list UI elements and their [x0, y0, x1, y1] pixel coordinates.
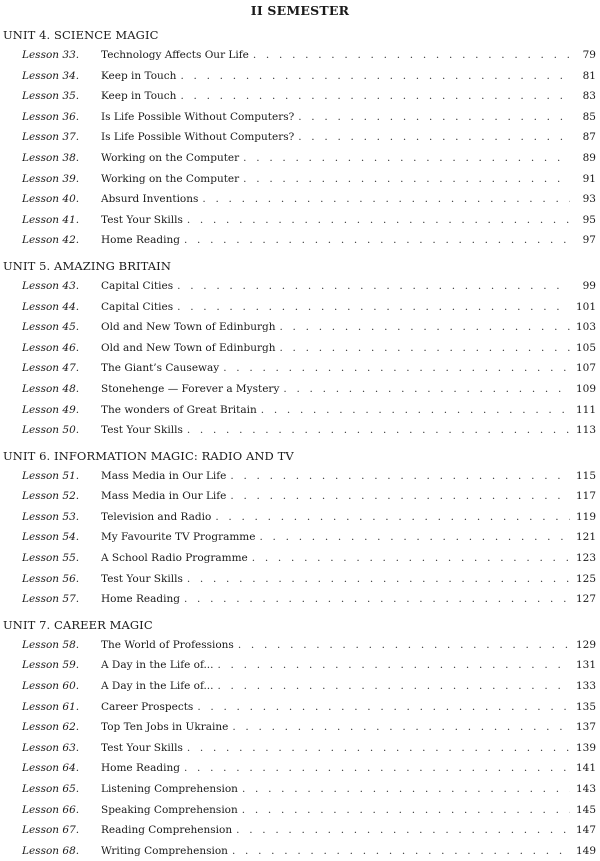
lesson-title: Stonehenge — Forever a Mystery [101, 382, 280, 395]
toc-entry[interactable] [0, 676, 600, 697]
lesson-number: 39. [62, 172, 80, 185]
lesson-word: Lesson [22, 382, 60, 395]
lesson-word: Lesson [22, 531, 60, 544]
lesson-label [22, 379, 79, 400]
lesson-title: Working on the Computer [101, 172, 240, 185]
lesson-title: The World of Professions [101, 638, 234, 651]
dot-leader [242, 779, 570, 800]
lesson-title: Technology Affects Our Life [101, 49, 249, 61]
page-number: 133 [575, 680, 596, 693]
lesson-word: Lesson [22, 741, 60, 754]
lesson-title: Test Your Skills [101, 572, 183, 585]
dot-leader [184, 758, 570, 779]
lesson-label [22, 86, 79, 107]
dot-leader [180, 86, 570, 107]
dot-leader [242, 800, 570, 821]
page-number: 135 [575, 700, 596, 713]
page-number: 119 [575, 510, 596, 523]
lesson-title: A School Radio Programme [101, 552, 248, 565]
page-number: 107 [575, 362, 596, 375]
toc-entry[interactable] [0, 148, 600, 169]
page-number: 97 [582, 234, 596, 247]
lesson-title: Keep in Touch [101, 90, 177, 103]
toc-entry[interactable] [0, 655, 600, 676]
toc-entry[interactable] [0, 635, 600, 656]
lesson-label [22, 297, 79, 318]
lesson-title: Career Prospects [101, 700, 194, 713]
lesson-number: 46. [62, 341, 80, 354]
toc-entry[interactable] [0, 210, 600, 231]
page-number: 91 [582, 172, 596, 185]
lesson-title: Test Your Skills [101, 213, 183, 226]
lesson-label [22, 189, 79, 210]
toc-entry[interactable] [0, 358, 600, 379]
lesson-word: Lesson [22, 593, 60, 606]
toc-entry[interactable] [0, 841, 600, 861]
lesson-label [22, 45, 79, 66]
lesson-number: 61. [62, 700, 80, 713]
lesson-word: Lesson [22, 151, 60, 164]
lesson-number: 67. [62, 824, 80, 837]
lesson-title: Test Your Skills [101, 741, 183, 754]
lesson-number: 36. [62, 110, 80, 123]
unit-section [0, 257, 600, 441]
toc-entry[interactable] [0, 338, 600, 359]
toc-entry[interactable] [0, 420, 600, 441]
toc-entry[interactable] [0, 758, 600, 779]
page-number: 125 [575, 572, 596, 585]
toc-entry[interactable] [0, 189, 600, 210]
lesson-number: 60. [62, 680, 80, 693]
page-number: 127 [575, 593, 596, 606]
lesson-word: Lesson [22, 279, 60, 292]
lesson-word: Lesson [22, 131, 60, 144]
unit-section [0, 26, 600, 251]
lesson-number: 58. [62, 638, 80, 651]
lesson-title: Listening Comprehension [101, 783, 238, 795]
page-number: 103 [575, 321, 596, 334]
lesson-word: Lesson [22, 824, 60, 837]
dot-leader [238, 635, 570, 656]
lesson-word: Lesson [22, 552, 60, 565]
lesson-word: Lesson [22, 403, 60, 416]
dot-leader [298, 127, 570, 148]
lesson-title: Capital Cities [101, 279, 174, 292]
lesson-title: Home Reading [101, 762, 180, 775]
lesson-label [22, 107, 79, 128]
dot-leader [202, 189, 570, 210]
lesson-label [22, 697, 79, 718]
lesson-label [22, 317, 79, 338]
toc-entry[interactable] [0, 466, 600, 487]
dot-leader [184, 589, 570, 610]
dot-leader [279, 317, 570, 338]
toc-entry[interactable] [0, 569, 600, 590]
lesson-number: 48. [62, 382, 80, 395]
lesson-label [22, 169, 79, 190]
page-number: 89 [582, 151, 596, 164]
lesson-word: Lesson [22, 490, 60, 503]
lesson-title: Home Reading [101, 593, 180, 606]
lesson-word: Lesson [22, 659, 60, 672]
lesson-word: Lesson [22, 49, 60, 61]
lesson-title: Television and Radio [101, 510, 212, 523]
page-number: 149 [575, 844, 596, 857]
lesson-number: 44. [62, 300, 80, 313]
lesson-title: Home Reading [101, 234, 180, 247]
dot-leader [243, 148, 570, 169]
lesson-number: 57. [62, 593, 80, 606]
lesson-title: A Day in the Life of... [101, 680, 214, 693]
lesson-title: Reading Comprehension [101, 824, 233, 837]
unit-title: UNIT 6. INFORMATION MAGIC: RADIO AND TV [3, 448, 294, 463]
toc-entry[interactable] [0, 400, 600, 421]
lesson-number: 55. [62, 552, 80, 565]
lesson-label [22, 569, 79, 590]
dot-leader [187, 210, 570, 231]
toc-entry[interactable] [0, 379, 600, 400]
lesson-number: 50. [62, 424, 80, 437]
toc-entry[interactable] [0, 820, 600, 841]
dot-leader [230, 466, 570, 487]
lesson-number: 45. [62, 321, 80, 334]
toc-entry[interactable] [0, 697, 600, 718]
unit-section [0, 616, 600, 861]
lesson-title: Writing Comprehension [101, 844, 228, 857]
lesson-title: Working on the Computer [101, 151, 240, 164]
lesson-title: Capital Cities [101, 300, 174, 313]
lesson-number: 37. [62, 131, 80, 144]
dot-leader [230, 486, 570, 507]
page-number: 117 [575, 490, 596, 503]
page-number: 95 [582, 213, 596, 226]
page-number: 129 [575, 638, 596, 651]
toc-entry[interactable] [0, 86, 600, 107]
toc-entry[interactable] [0, 66, 600, 87]
lesson-number: 42. [62, 234, 80, 247]
unit-title: UNIT 7. CAREER MAGIC [3, 617, 153, 632]
lesson-word: Lesson [22, 783, 60, 795]
page-number: 137 [575, 721, 596, 734]
lesson-number: 52. [62, 490, 80, 503]
lesson-label [22, 635, 79, 656]
dot-leader [187, 569, 570, 590]
toc-entry[interactable] [0, 527, 600, 548]
lesson-word: Lesson [22, 110, 60, 123]
lesson-word: Lesson [22, 700, 60, 713]
dot-leader [215, 507, 570, 528]
lesson-label [22, 589, 79, 610]
lesson-label [22, 758, 79, 779]
lesson-label [22, 276, 79, 297]
dot-leader [232, 717, 570, 738]
lesson-number: 47. [62, 362, 80, 375]
lesson-title: Old and New Town of Edinburgh [101, 321, 276, 334]
lesson-label [22, 548, 79, 569]
lesson-number: 51. [62, 469, 80, 482]
lesson-title: Mass Media in Our Life [101, 490, 227, 503]
lesson-word: Lesson [22, 803, 60, 816]
page-number: 123 [575, 552, 596, 565]
lesson-title: Speaking Comprehension [101, 803, 238, 816]
page-number: 145 [575, 803, 596, 816]
toc-entry[interactable] [0, 589, 600, 610]
page-number: 101 [575, 300, 596, 313]
lesson-number: 38. [62, 151, 80, 164]
page-number: 139 [575, 741, 596, 754]
lesson-number: 62. [62, 721, 80, 734]
toc-entry[interactable] [0, 738, 600, 759]
page-number: 87 [582, 131, 596, 144]
lesson-title: Old and New Town of Edinburgh [101, 341, 276, 354]
lesson-title: Top Ten Jobs in Ukraine [101, 721, 229, 734]
semester-heading: II SEMESTER [250, 3, 350, 18]
dot-leader [232, 841, 570, 861]
lesson-number: 34. [62, 69, 80, 82]
lesson-title: Absurd Inventions [101, 193, 199, 206]
page-number: 99 [582, 279, 596, 292]
lesson-word: Lesson [22, 234, 60, 247]
lesson-number: 59. [62, 659, 80, 672]
toc-entry[interactable] [0, 297, 600, 318]
page-number: 111 [575, 403, 596, 416]
dot-leader [223, 358, 570, 379]
lesson-label [22, 676, 79, 697]
lesson-label [22, 800, 79, 821]
lesson-label [22, 420, 79, 441]
lesson-number: 33. [62, 49, 80, 61]
unit-title: UNIT 4. SCIENCE MAGIC [3, 28, 159, 42]
dot-leader [197, 697, 570, 718]
lesson-label [22, 655, 79, 676]
page-number: 105 [575, 341, 596, 354]
lesson-label [22, 779, 79, 800]
page-number: 121 [575, 531, 596, 544]
lesson-title: Is Life Possible Without Computers? [101, 131, 295, 144]
lesson-label [22, 66, 79, 87]
dot-leader [217, 655, 570, 676]
lesson-word: Lesson [22, 213, 60, 226]
lesson-number: 65. [62, 783, 80, 795]
units-container [0, 26, 600, 861]
lesson-number: 68. [62, 844, 80, 857]
lesson-number: 64. [62, 762, 80, 775]
lesson-label [22, 717, 79, 738]
lesson-label [22, 210, 79, 231]
toc-entry[interactable] [0, 317, 600, 338]
lesson-number: 41. [62, 213, 80, 226]
lesson-label [22, 338, 79, 359]
lesson-word: Lesson [22, 90, 60, 103]
lesson-word: Lesson [22, 424, 60, 437]
lesson-word: Lesson [22, 193, 60, 206]
lesson-label [22, 230, 79, 251]
dot-leader [187, 738, 570, 759]
lesson-word: Lesson [22, 721, 60, 734]
dot-leader [283, 379, 570, 400]
lesson-number: 53. [62, 510, 80, 523]
lesson-number: 43. [62, 279, 80, 292]
lesson-number: 66. [62, 803, 80, 816]
lesson-word: Lesson [22, 638, 60, 651]
dot-leader [177, 297, 570, 318]
lesson-label [22, 841, 79, 861]
lesson-word: Lesson [22, 510, 60, 523]
lesson-title: Test Your Skills [101, 424, 183, 437]
page-number: 81 [582, 69, 596, 82]
lesson-label [22, 527, 79, 548]
lesson-word: Lesson [22, 321, 60, 334]
lesson-number: 49. [62, 403, 80, 416]
lesson-number: 63. [62, 741, 80, 754]
lesson-label [22, 148, 79, 169]
lesson-title: Is Life Possible Without Computers? [101, 110, 295, 123]
lesson-number: 54. [62, 531, 80, 544]
lesson-title: The wonders of Great Britain [101, 403, 257, 416]
page-number: 143 [575, 783, 596, 795]
lesson-label [22, 507, 79, 528]
dot-leader [279, 338, 570, 359]
toc-entry[interactable] [0, 779, 600, 800]
dot-leader [187, 420, 570, 441]
page-number: 85 [582, 110, 596, 123]
lesson-word: Lesson [22, 362, 60, 375]
dot-leader [252, 548, 570, 569]
dot-leader [180, 66, 570, 87]
page-number: 147 [575, 824, 596, 837]
toc-entry[interactable] [0, 507, 600, 528]
toc-entry[interactable] [0, 107, 600, 128]
lesson-number: 40. [62, 193, 80, 206]
lesson-title: The Giant’s Causeway [101, 362, 220, 375]
dot-leader [261, 400, 570, 421]
page-number: 109 [575, 382, 596, 395]
dot-leader [217, 676, 570, 697]
toc-entry[interactable] [0, 548, 600, 569]
lesson-word: Lesson [22, 844, 60, 857]
lesson-label [22, 738, 79, 759]
lesson-title: Mass Media in Our Life [101, 469, 227, 482]
lesson-number: 35. [62, 90, 80, 103]
lesson-title: A Day in the Life of... [101, 659, 214, 672]
lesson-word: Lesson [22, 469, 60, 482]
lesson-label [22, 400, 79, 421]
dot-leader [177, 276, 570, 297]
page-number: 79 [582, 49, 596, 61]
dot-leader [259, 527, 570, 548]
page-number: 131 [575, 659, 596, 672]
page-number: 83 [582, 90, 596, 103]
page-number: 115 [575, 469, 596, 482]
toc-entry[interactable] [0, 717, 600, 738]
lesson-title: Keep in Touch [101, 69, 177, 82]
lesson-word: Lesson [22, 300, 60, 313]
dot-leader [298, 107, 570, 128]
lesson-word: Lesson [22, 69, 60, 82]
toc-entry[interactable] [0, 800, 600, 821]
unit-title: UNIT 5. AMAZING BRITAIN [3, 258, 171, 273]
toc-entry[interactable] [0, 169, 600, 190]
unit-section [0, 447, 600, 610]
lesson-label [22, 486, 79, 507]
lesson-word: Lesson [22, 762, 60, 775]
dot-leader [236, 820, 570, 841]
lesson-number: 56. [62, 572, 80, 585]
dot-leader [184, 230, 570, 251]
toc-entry[interactable] [0, 276, 600, 297]
page-number: 93 [582, 193, 596, 206]
dot-leader [253, 45, 570, 66]
lesson-label [22, 466, 79, 487]
lesson-word: Lesson [22, 172, 60, 185]
lesson-label [22, 127, 79, 148]
lesson-label [22, 358, 79, 379]
toc-entry[interactable] [0, 45, 600, 66]
page-number: 141 [575, 762, 596, 775]
lesson-title: My Favourite TV Programme [101, 531, 256, 544]
lesson-word: Lesson [22, 341, 60, 354]
lesson-word: Lesson [22, 572, 60, 585]
toc-entry[interactable] [0, 127, 600, 148]
dot-leader [243, 169, 570, 190]
lesson-word: Lesson [22, 680, 60, 693]
toc-entry[interactable] [0, 486, 600, 507]
lesson-label [22, 820, 79, 841]
toc-entry[interactable] [0, 230, 600, 251]
page-number: 113 [575, 424, 596, 437]
